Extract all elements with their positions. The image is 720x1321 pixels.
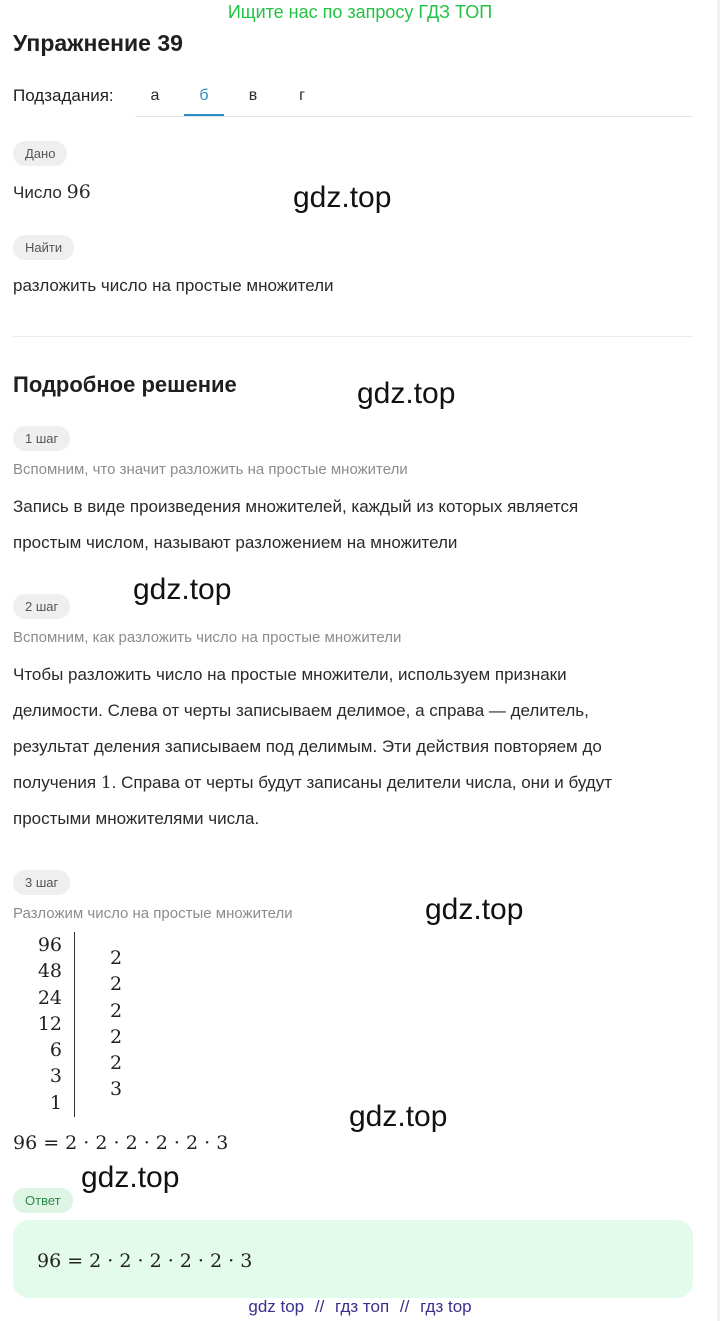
subtask-tabs [135,80,693,117]
step-1-text [13,489,693,561]
given-number: 96 [66,181,91,203]
step-2-line [13,765,693,801]
tab-g[interactable]: г [299,87,305,104]
step-2-text [13,657,693,837]
division-table [13,932,163,1117]
step-1-pill: 1 шаг [13,426,70,451]
find-pill: Найти [13,235,74,260]
given-badge [13,141,67,166]
dividend: 96 [37,934,62,956]
given-prefix: Число [13,183,62,202]
footer [0,1297,720,1317]
search-banner: Ищите нас по запросу ГДЗ ТОП [227,2,493,22]
step-3-pill: 3 шаг [13,870,70,895]
step-2-line-start: получения [13,773,97,792]
footer-link[interactable]: гдз top [420,1297,472,1316]
tab-a[interactable]: а [150,87,160,104]
answer-badge [13,1188,73,1213]
step-3-badge [13,870,70,895]
step-2-line: Чтобы разложить число на простые множители, используем признаки [13,665,567,684]
find-badge [13,235,74,260]
divisor: 2 [110,947,123,969]
step-2-badge [13,594,70,619]
divisor: 2 [110,973,123,995]
answer-box [13,1220,693,1298]
watermark: gdz.top [425,893,524,926]
tab-b[interactable]: б [184,80,224,116]
dividend: 3 [49,1065,62,1087]
divisor: 2 [110,1052,123,1074]
divisor: 2 [110,1026,123,1048]
watermark: gdz.top [357,377,456,410]
watermark: gdz.top [133,573,232,606]
tab-v[interactable]: в [248,87,258,104]
watermark: gdz.top [81,1161,180,1194]
find-text: разложить число на простые множители [13,276,334,295]
dividend: 24 [37,987,62,1009]
dividend: 6 [49,1039,62,1061]
step-3-hint: Разложим число на простые множители [13,905,293,922]
step-2-line: простыми множителями числа. [13,809,260,828]
divisor: 2 [110,1000,123,1022]
footer-link[interactable]: гдз топ [335,1297,390,1316]
answer-text: 96 = 2 · 2 · 2 · 2 · 2 · 3 [37,1250,253,1272]
step-2-hint: Вспомним, как разложить число на простые множители [13,629,402,646]
footer-separator: // [314,1297,325,1316]
watermark: gdz.top [349,1100,448,1133]
factorization-result: 96 = 2 · 2 · 2 · 2 · 2 · 3 [13,1132,229,1154]
section-divider [13,336,693,337]
step-2-one: 1 [100,773,112,793]
divisor: 3 [110,1078,123,1100]
dividend: 1 [49,1092,62,1114]
footer-separator: // [399,1297,410,1316]
step-2-pill: 2 шаг [13,594,70,619]
given-text [13,181,91,203]
solution-title: Подробное решение [13,372,237,397]
step-1-hint: Вспомним, что значит разложить на простые множители [13,461,408,478]
dividend: 12 [37,1013,62,1035]
step-2-line: делимости. Слева от черты записываем делимое, а справа — делитель, [13,701,589,720]
footer-link[interactable]: gdz top [248,1297,305,1316]
step-1-badge [13,426,70,451]
step-1-line: Запись в виде произведения множителей, каждый из которых является [13,497,579,516]
step-1-line: простым числом, называют разложением на множители [13,533,458,552]
given-pill: Дано [13,141,67,166]
answer-pill: Ответ [13,1188,73,1213]
step-2-line-end: . Справа от черты будут записаны делители числа, они и будут [111,773,613,792]
exercise-title: Упражнение 39 [13,30,183,56]
subtasks-label: Подзадания: [13,86,114,105]
division-line [74,932,75,1117]
dividend: 48 [37,960,62,982]
step-2-line: результат деления записываем под делимым. Эти действия повторяем до [13,737,602,756]
watermark: gdz.top [293,181,392,214]
